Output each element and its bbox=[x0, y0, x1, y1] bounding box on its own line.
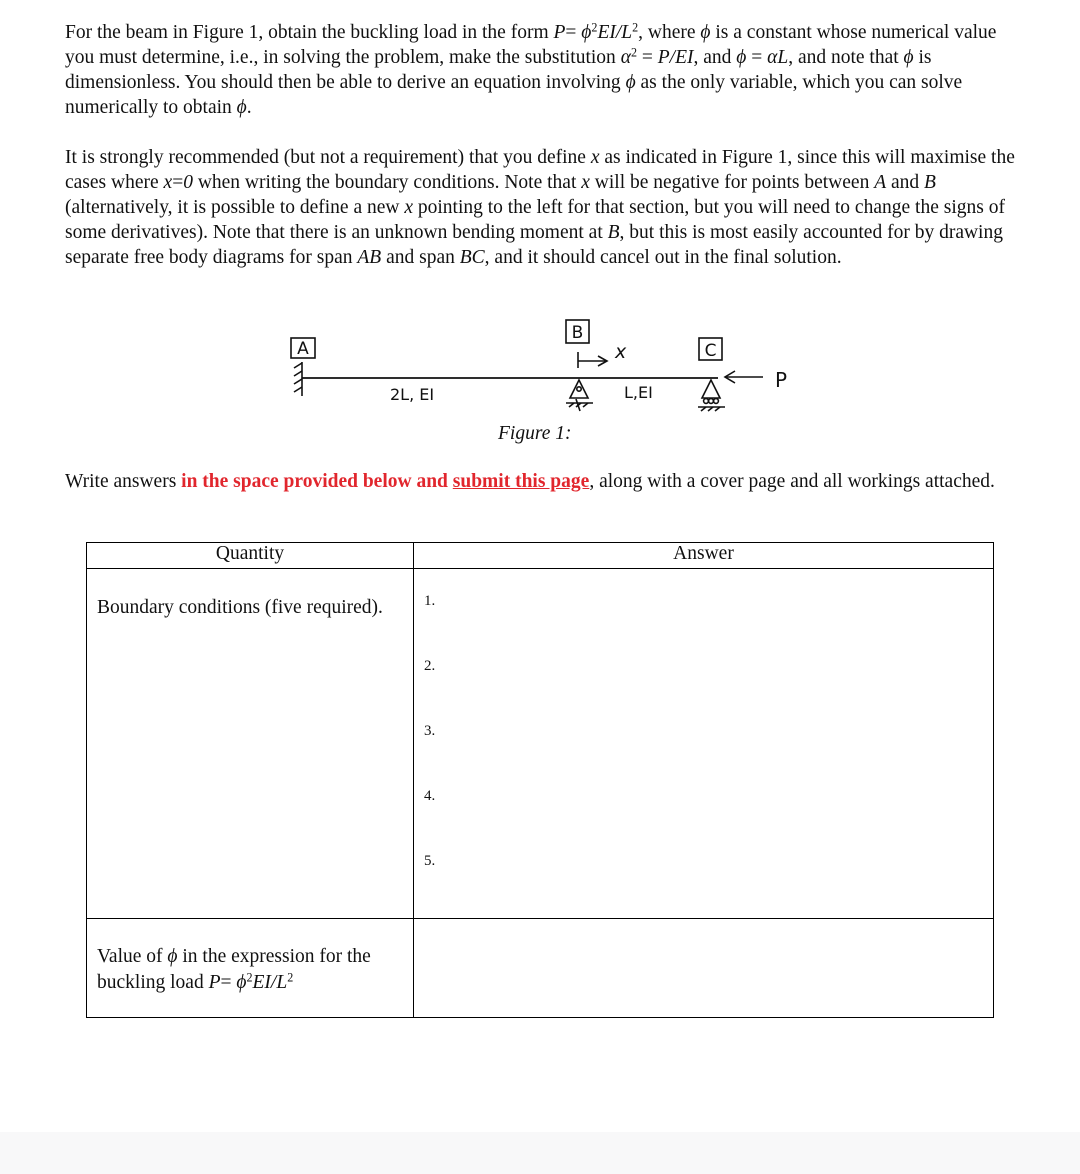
page-footer-band bbox=[0, 1132, 1080, 1174]
intro-paragraph-2: It is strongly recommended (but not a requirement) that you define x as indicated in Figure 1, since this will maximise the cases where x=0 when writing the boundary conditions. Note that x will be negative for points between A and B (alternatively, it is possible to define a new x pointing to the left for that section, but you will need to change the signs of some derivatives). Note that there is an unknown bending moment at B, but this is most easily accounted for by drawing separate free body diagrams for span AB and span BC, and it should cancel out in the final solution. bbox=[65, 147, 1015, 268]
answer-phi-value[interactable] bbox=[414, 919, 994, 1018]
answer-item-4: 4. bbox=[424, 788, 436, 804]
x-axis-arrow bbox=[578, 352, 607, 368]
answer-item-1: 1. bbox=[424, 593, 436, 609]
pin-support-b bbox=[566, 380, 593, 411]
label-b: B bbox=[571, 323, 584, 343]
figure-caption: Figure 1: bbox=[498, 423, 572, 444]
table-header-row bbox=[87, 543, 994, 569]
label-c: C bbox=[704, 341, 717, 361]
roller-support-c bbox=[698, 380, 725, 411]
load-arrow-p bbox=[725, 371, 763, 383]
beam-figure bbox=[0, 310, 1080, 455]
answer-table bbox=[86, 542, 994, 1018]
span-ab-label: 2L, EI bbox=[390, 385, 435, 404]
instructions-paragraph: Write answers in the space provided below and submit this page, along with a cover page and all workings attached. bbox=[65, 471, 995, 492]
fixed-support-a bbox=[294, 362, 302, 396]
label-x: x bbox=[615, 341, 627, 363]
header-quantity: Quantity bbox=[87, 543, 414, 569]
header-answer: Answer bbox=[414, 543, 994, 569]
label-a: A bbox=[297, 339, 309, 359]
answer-item-2: 2. bbox=[424, 658, 436, 674]
table-row bbox=[87, 919, 994, 1018]
span-bc-label: L,EI bbox=[624, 383, 653, 402]
intro-paragraph-1: For the beam in Figure 1, obtain the buckling load in the form $P= \phi^2EI/L^2$, where ϕ is a constant whose numerical value you must determine, i.e., in solving the problem, make the substitution $\alpha^2 = P/EI$, and ϕ = αL, and note that ϕ is dimensionless. You should then be able to derive an equation involving ϕ as the only variable, which you can solve numerically to obtain ϕ. bbox=[65, 20, 997, 118]
answer-item-3: 3. bbox=[424, 723, 436, 739]
answer-boundary-conditions[interactable] bbox=[414, 569, 994, 919]
answer-item-5: 5. bbox=[424, 853, 436, 869]
submit-emphasis: submit this page bbox=[452, 471, 590, 492]
table-row bbox=[87, 569, 994, 919]
label-p: P bbox=[775, 368, 788, 392]
quantity-boundary-conditions: Boundary conditions (five required). bbox=[87, 569, 414, 919]
quantity-phi-value: Value of ϕ in the expression for the buckling load $P= \phi^2EI/L^2$ bbox=[87, 919, 414, 1018]
